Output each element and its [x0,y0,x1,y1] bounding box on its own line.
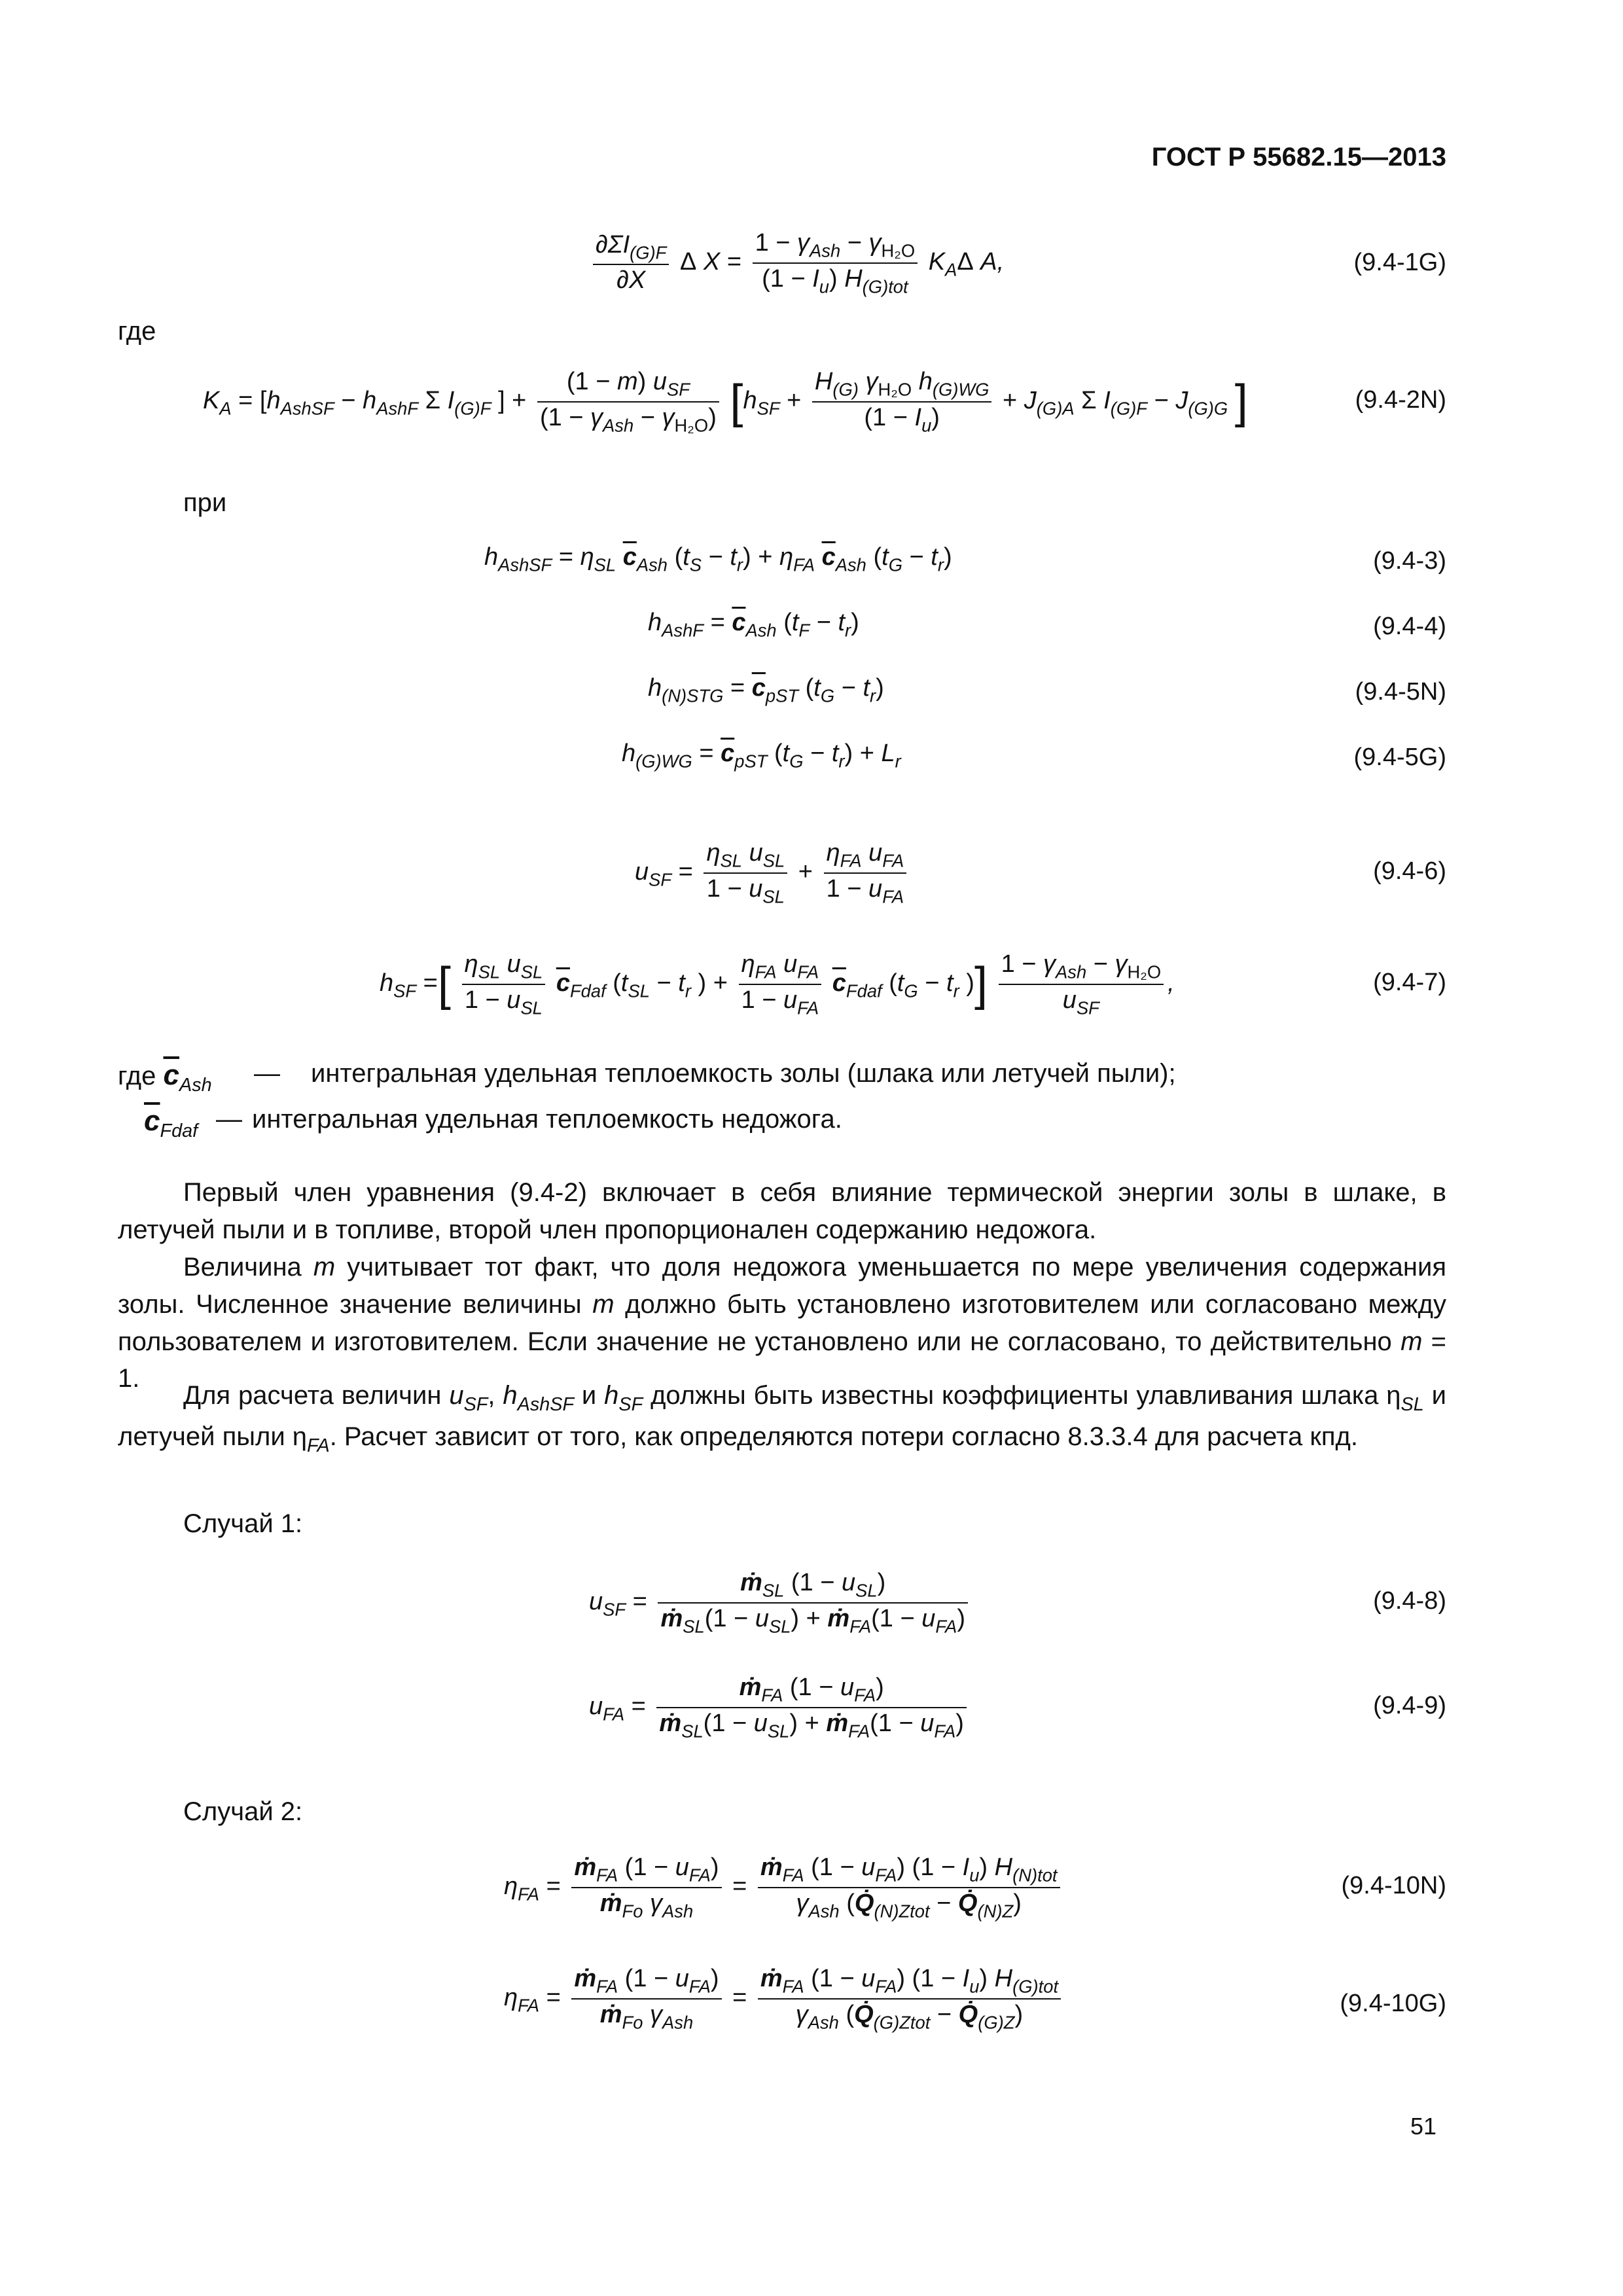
document-page: ГОСТ Р 55682.15—2013 $\frac{\partial\Sigma I_{(G)F}}{\partial X}$ Δ X = $\frac{1 - \gamma_{Ash} - \gamma_{H_2O}}{(1 - I_u) H_{(G)tot}}$ $K_A\Delta$ A, (9.4-1G) где $K_A = [h_{AshSF} - h_{AshF}$ Σ $I_{(G)F}$ ] + $\frac{(1 - m) u_{SF}}{(1 - \gamma_{Ash} - \gamma_{H_2O})}$ [$h_{SF}$ + $\frac{H_{(G)} \gamma_{H_2O} h_{(G)WG}}{(1 - I_u)}$ + $J_{(G)A}$ Σ $I_{(G)F} - J_{(G)G}$ ] (9.4-2N) при $h_{AshSF} = \eta_{SL}$ $\overline{c}_{Ash}$ $(t_S - t_r) + \eta_{FA}$ $\overline{c}_{Ash}$ $(t_G - t_r)$ (9.4-3) $h_{AshF} = \overline{c}_{Ash}$ $(t_F - t_r)$ (9.4-4) $h_{(N)STG} = \overline{c}_{pST}$ $(t_G - t_r)$ (9.4-5N) $h_{(G)WG} = \overline{c}_{pST}$ $(t_G - t_r) + L_r$ (9.4-5G) $u_{SF}$ = $\frac{\eta_{SL} u_{SL}}{1 - u_{SL}}$ + $\frac{\eta_{FA} u_{FA}}{1 - u_{FA}}$ (9.4-6) $h_{SF}$ =[ $\frac{\eta_{SL} u_{SL}}{1 - u_{SL}}$ $\overline{c}_{Fdaf}$ ($t_{SL} - t_r$ ) + $\frac{\eta_{FA} u_{FA}}{1 - u_{FA}}$ $\overline{c}_{Fdaf}$ ($t_G - t_r$ )] $\frac{1 - \gamma_{Ash} - \gamma_{H_2O}}{u_{SF}}$ , (9.4-7) где $\overline{c}_{Ash}$ — интегральная удельная теплоемкость золы (шлака или летучей пыли); $\overline{c}_{Fdaf}$ — интегральная удельная теплоемкость недожога. Первый член уравнения (9.4-2) включает в себя влияние термической энергии золы в шлаке, в летучей пыли и в топливе, второй член пропорционален содержанию недожога. Величина m учитывает тот факт, что доля недожога уменьшается по мере увеличения содержания золы. Численное значение величины m должно быть установлено изготовителем или согласовано между пользователем и изготовителем. Если значение не установлено или не согласовано, то действительно m = 1. Для расчета величин $u_{SF}$, $h_{AshSF}$ и $h_{SF}$ должны быть известны коэффициенты улавливания шлака $\eta_{SL}$ и летучей пыли $\eta_{FA}$. Расчет зависит от того, как определяются потери согласно 8.3.3.4 для расчета кпд. Случай 1: $u_{SF}$ = $\frac{ṁ_{SL} (1 - u_{SL})}{ṁ_{SL}(1 - u_{SL}) + ṁ_{FA}(1 - u_{FA})}$ (9.4-8) $u_{FA}$ = $\frac{ṁ_{FA} (1 - u_{FA})}{ṁ_{SL}(1 - u_{SL}) + ṁ_{FA}(1 - u_{FA})}$ (9.4-9) Случай 2: $\eta_{FA}$ = $\frac{ṁ_{FA} (1 - u_{FA})}{ṁ_{Fo} \gamma_{Ash}}$ = $\frac{ṁ_{FA} (1 - u_{FA}) (1 - I_u) H_{(N)tot}}{\gamma_{Ash} (Q̇_{(N)Ztot} - Q̇_{(N)Z})}$ (9.4-10N) $\eta_{FA}$ = $\frac{ṁ_{FA} (1 - u_{FA})}{ṁ_{Fo} \gamma_{Ash}}$ = $\frac{ṁ_{FA} (1 - u_{FA}) (1 - I_u) H_{(G)tot}}{\gamma_{Ash} (Q̇_{(G)Ztot} - Q̇_{(G)Z})}$ (9.4-10G) 51 [118,143,1446,2140]
equation-number: (9.4-5N) [1355,678,1446,706]
equation-number: (9.4-3) [1373,547,1446,575]
definition-ash-dash: — [254,1059,280,1088]
equation-number: (9.4-10G) [1340,1990,1446,2017]
equation-number: (9.4-2N) [1355,386,1446,414]
where-prefix: где [118,1062,156,1090]
where-label: где [118,317,156,346]
definition-ash: где $\overline{c}_{Ash}$ [118,1059,212,1096]
equation-number: (9.4-9) [1373,1692,1446,1719]
equation-number: (9.4-5G) [1353,744,1446,771]
equation-number: (9.4-6) [1373,857,1446,885]
case-1-label: Случай 1: [183,1509,303,1538]
paragraph-3: Для расчета величин $u_{SF}$, $h_{AshSF}$ и $h_{SF}$ должны быть известны коэффициенты улавливания шлака $\eta_{SL}$ и летучей пыли $\eta_{FA}$. Расчет зависит от того, как определяются потери согласно 8.3.3.4 для расчета кпд. [118,1381,1446,1457]
definition-fdaf: $\overline{c}_{Fdaf}$ [144,1105,198,1142]
equation-number: (9.4-7) [1373,969,1446,996]
case-2-label: Случай 2: [183,1797,303,1826]
equation-number: (9.4-4) [1373,613,1446,640]
definition-fdaf-dash: — [216,1105,242,1134]
definition-ash-text: интегральная удельная теплоемкость золы (шлака или летучей пыли); [311,1059,1176,1088]
page-number: 51 [1410,2113,1436,2140]
definition-fdaf-text: интегральная удельная теплоемкость недожога. [252,1105,842,1134]
equation-number: (9.4-8) [1373,1587,1446,1615]
document-header: ГОСТ Р 55682.15—2013 [1151,143,1446,171]
equation-number: (9.4-1G) [1353,249,1446,276]
paragraph-1: Первый член уравнения (9.4-2) включает в себя влияние термической энергии золы в шлаке, в летучей пыли и в топливе, второй член пропорционален содержанию недожога. [118,1178,1446,1244]
paragraph-2: Величина m учитывает тот факт, что доля недожога уменьшается по мере увеличения содержания золы. Численное значение величины m должно быть установлено изготовителем или согласовано между пользователем и изготовителем. Если значение не установлено или не согласовано, то действительно m = 1. [118,1253,1446,1393]
at-label: при [183,488,227,517]
equation-number: (9.4-10N) [1341,1872,1446,1899]
